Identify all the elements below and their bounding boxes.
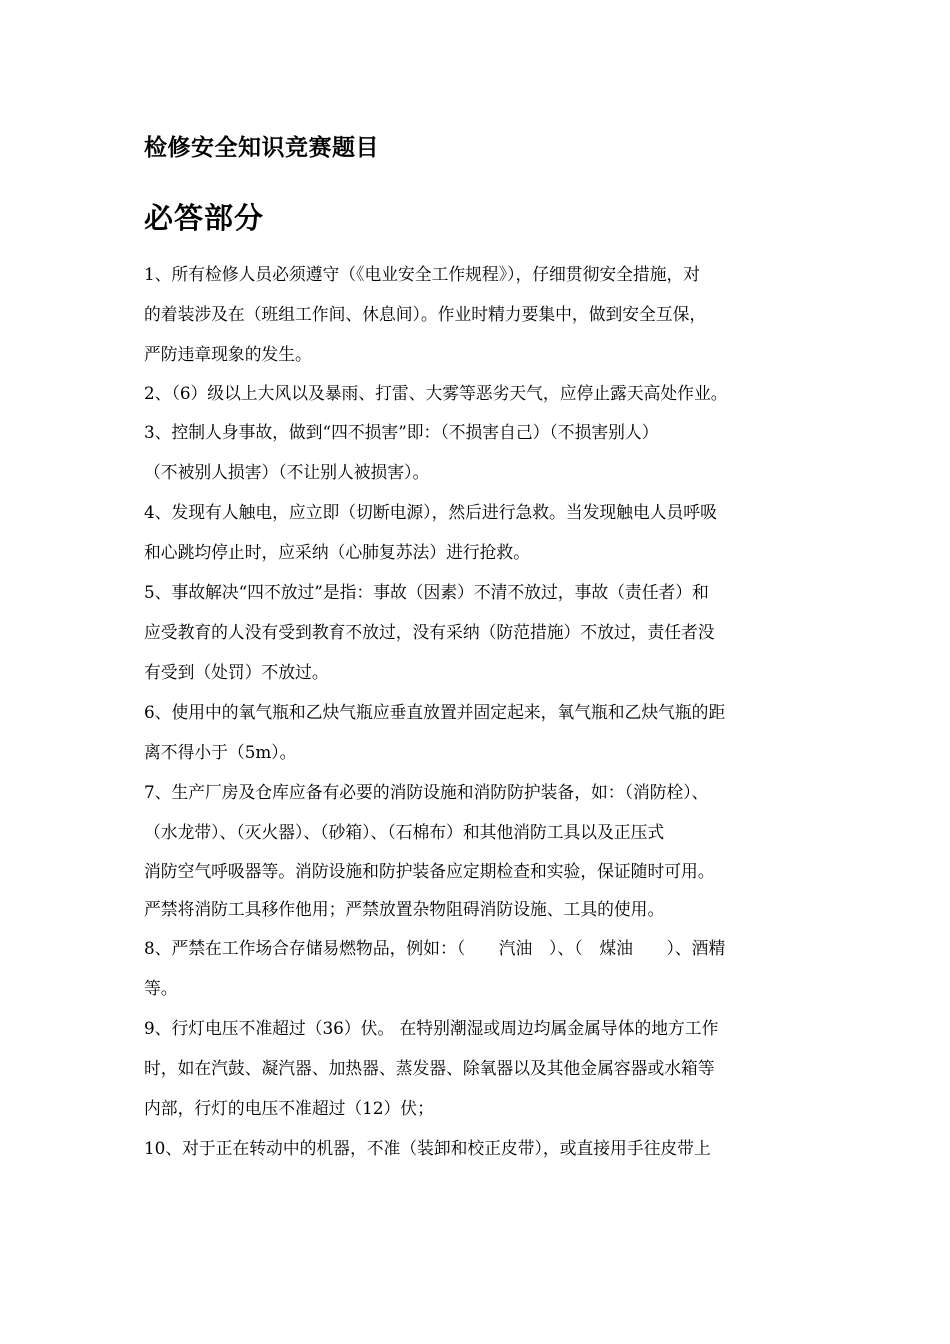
text-line: 1、所有检修人员必须遵守（《电业安全工作规程》），仔细贯彻安全措施，对 [144, 264, 701, 284]
text-line: （不被别人损害）（不让别人被损害）。 [144, 462, 430, 482]
text-line: （水龙带）、（灭火器）、（砂箱）、（石棉布）和其他消防工具以及正压式 [144, 822, 665, 842]
text-line: 等。 [144, 978, 178, 998]
text-line: 时，如在汽鼓、凝汽器、加热器、蒸发器、除氧器以及其他金属容器或水箱等 [144, 1058, 715, 1078]
text-line: 3、控制人身事故，做到“四不损害”即：（不损害自己）（不损害别人） [144, 422, 659, 442]
section-heading: 必答部分 [144, 201, 265, 235]
text-line: 8、严禁在工作场合存储易燃物品，例如：（ 汽油 ）、（ 煤油 ）、酒精 [144, 938, 726, 958]
text-line: 的着装涉及在（班组工作间、休息间）。作业时精力要集中，做到安全互保， [144, 304, 707, 324]
text-line: 有受到（处罚）不放过。 [144, 662, 329, 682]
text-line: 4、发现有人触电，应立即（切断电源），然后进行急救。当发现触电人员呼吸 [144, 502, 717, 522]
text-line: 7、生产厂房及仓库应备有必要的消防设施和消防防护装备，如：（消防栓）、 [144, 782, 709, 802]
text-line: 消防空气呼吸器等。消防设施和防护装备应定期检查和实验，保证随时可用。 [144, 861, 715, 881]
text-line: 离不得小于（5m）。 [144, 742, 297, 762]
text-line: 严防违章现象的发生。 [144, 344, 312, 364]
text-line: 严禁将消防工具移作他用；严禁放置杂物阻碍消防设施、工具的使用。 [144, 899, 665, 919]
text-line: 2、（6）级以上大风以及暴雨、打雷、大雾等恶劣天气，应停止露天高处作业。 [144, 383, 728, 403]
text-line: 应受教育的人没有受到教育不放过，没有采纳（防范措施）不放过，责任者没 [144, 622, 715, 642]
text-line: 6、使用中的氧气瓶和乙炔气瓶应垂直放置并固定起来，氧气瓶和乙炔气瓶的距 [144, 702, 726, 722]
document-title: 检修安全知识竞赛题目 [144, 135, 379, 161]
text-line: 10、对于正在转动中的机器，不准（装卸和校正皮带），或直接用手往皮带上 [144, 1138, 711, 1158]
text-line: 9、行灯电压不准超过（36）伏。 在特别潮湿或周边均属金属导体的地方工作 [144, 1018, 719, 1038]
text-line: 5、事故解决“四不放过”是指：事故（因素）不清不放过，事故（责任者）和 [144, 582, 709, 602]
text-line: 和心跳均停止时，应采纳（心肺复苏法）进行抢救。 [144, 542, 530, 562]
document-body [144, 254, 808, 1168]
text-line: 内部，行灯的电压不准超过（12）伏； [144, 1098, 434, 1118]
